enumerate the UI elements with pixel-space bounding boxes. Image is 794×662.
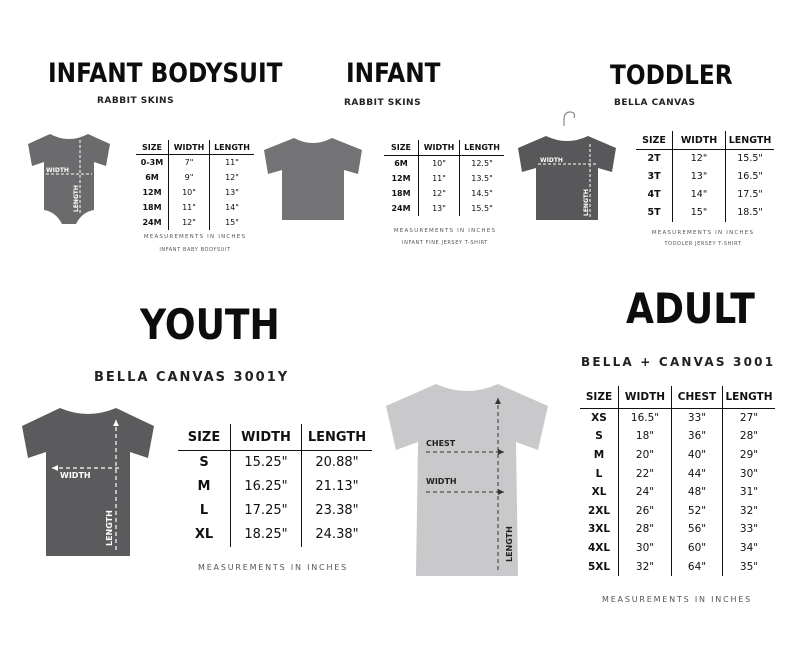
table-row: 18M 11" 14"	[136, 200, 254, 215]
table-row: 3XL 28" 56" 33"	[580, 520, 775, 539]
table-row: 2T 12" 15.5"	[636, 150, 774, 168]
table-row: 4T 14" 17.5"	[636, 186, 774, 204]
infant-bodysuit-title: INFANT BODYSUIT	[48, 58, 283, 89]
bodysuit-length-label: LENGTH	[73, 185, 80, 212]
table-header: SIZE	[580, 386, 619, 409]
table-row: 18M 12" 14.5"	[384, 186, 504, 201]
table-row: 5T 15" 18.5"	[636, 204, 774, 222]
infant-size-table	[384, 140, 504, 216]
table-row: L 17.25" 23.38"	[178, 499, 372, 523]
table-header: LENGTH	[723, 386, 776, 409]
table-header: LENGTH	[460, 140, 505, 156]
table-row: 2XL 26" 52" 32"	[580, 501, 775, 520]
table-header: LENGTH	[302, 424, 373, 451]
youth-title: YOUTH	[140, 300, 280, 349]
table-header: CHEST	[672, 386, 723, 409]
infant-bodysuit-size-table	[136, 140, 254, 230]
youth-length-label: LENGTH	[105, 510, 114, 546]
table-row: XS 16.5" 33" 27"	[580, 409, 775, 428]
adult-chest-label: CHEST	[426, 439, 456, 448]
table-row: XL 18.25" 24.38"	[178, 523, 372, 547]
table-row: 6M 10" 12.5"	[384, 156, 504, 171]
infant-brand: RABBIT SKINS	[344, 98, 422, 108]
infant-bodysuit-brand: RABBIT SKINS	[97, 96, 175, 106]
table-header: WIDTH	[619, 386, 672, 409]
table-row: 5XL 32" 64" 35"	[580, 557, 775, 576]
table-header: WIDTH	[673, 131, 726, 150]
table-header: SIZE	[636, 131, 673, 150]
table-row: S 18" 36" 28"	[580, 427, 775, 446]
infant-bodysuit-measure-note: MEASUREMENTS IN INCHES	[143, 234, 247, 240]
youth-size-table	[178, 424, 372, 547]
table-row: S 15.25" 20.88"	[178, 451, 372, 475]
toddler-width-label: WIDTH	[540, 157, 563, 164]
table-header: WIDTH	[231, 424, 302, 451]
table-row: 6M 9" 12"	[136, 170, 254, 185]
bodysuit-garment-icon	[20, 128, 118, 228]
infant-tshirt-icon	[258, 134, 368, 224]
adult-length-label: LENGTH	[505, 526, 514, 562]
toddler-title: TODDLER	[610, 60, 733, 91]
toddler-tshirt-icon	[512, 106, 622, 226]
table-header: LENGTH	[210, 140, 255, 155]
toddler-brand: BELLA CANVAS	[614, 98, 696, 108]
table-row: 24M 13" 15.5"	[384, 201, 504, 216]
toddler-product: TODDLER JERSEY T-SHIRT	[664, 241, 742, 247]
table-row: 12M 10" 13"	[136, 185, 254, 200]
adult-title: ADULT	[626, 284, 755, 333]
table-row: XL 24" 48" 31"	[580, 483, 775, 502]
table-row: 24M 12" 15"	[136, 215, 254, 230]
table-row: M 16.25" 21.13"	[178, 475, 372, 499]
infant-product: INFANT FINE JERSEY T-SHIRT	[402, 240, 488, 246]
table-header: SIZE	[178, 424, 231, 451]
adult-tshirt-icon	[380, 380, 554, 580]
adult-width-label: WIDTH	[426, 477, 457, 486]
adult-size-table	[580, 386, 775, 576]
adult-brand: BELLA + CANVAS 3001	[581, 355, 776, 369]
infant-title: INFANT	[346, 58, 441, 89]
table-header: SIZE	[384, 140, 419, 156]
youth-tshirt-icon	[18, 404, 158, 560]
table-row: 3T 13" 16.5"	[636, 168, 774, 186]
bodysuit-width-label: WIDTH	[46, 167, 69, 174]
table-row: 12M 11" 13.5"	[384, 171, 504, 186]
table-header: SIZE	[136, 140, 169, 155]
table-header: WIDTH	[419, 140, 460, 156]
table-header: WIDTH	[169, 140, 210, 155]
table-row: 0-3M 7" 11"	[136, 155, 254, 170]
youth-width-label: WIDTH	[60, 471, 91, 480]
table-row: 4XL 30" 60" 34"	[580, 539, 775, 558]
toddler-length-label: LENGTH	[583, 189, 590, 216]
table-header: LENGTH	[726, 131, 775, 150]
infant-measure-note: MEASUREMENTS IN INCHES	[393, 228, 497, 234]
toddler-size-table	[636, 131, 774, 222]
toddler-measure-note: MEASUREMENTS IN INCHES	[651, 230, 755, 236]
youth-brand: BELLA CANVAS 3001Y	[94, 370, 290, 385]
table-row: M 20" 40" 29"	[580, 446, 775, 465]
adult-measure-note: MEASUREMENTS IN INCHES	[602, 595, 752, 604]
table-row: L 22" 44" 30"	[580, 464, 775, 483]
infant-bodysuit-product: INFANT BABY BODYSUIT	[159, 247, 231, 253]
youth-measure-note: MEASUREMENTS IN INCHES	[198, 563, 348, 572]
